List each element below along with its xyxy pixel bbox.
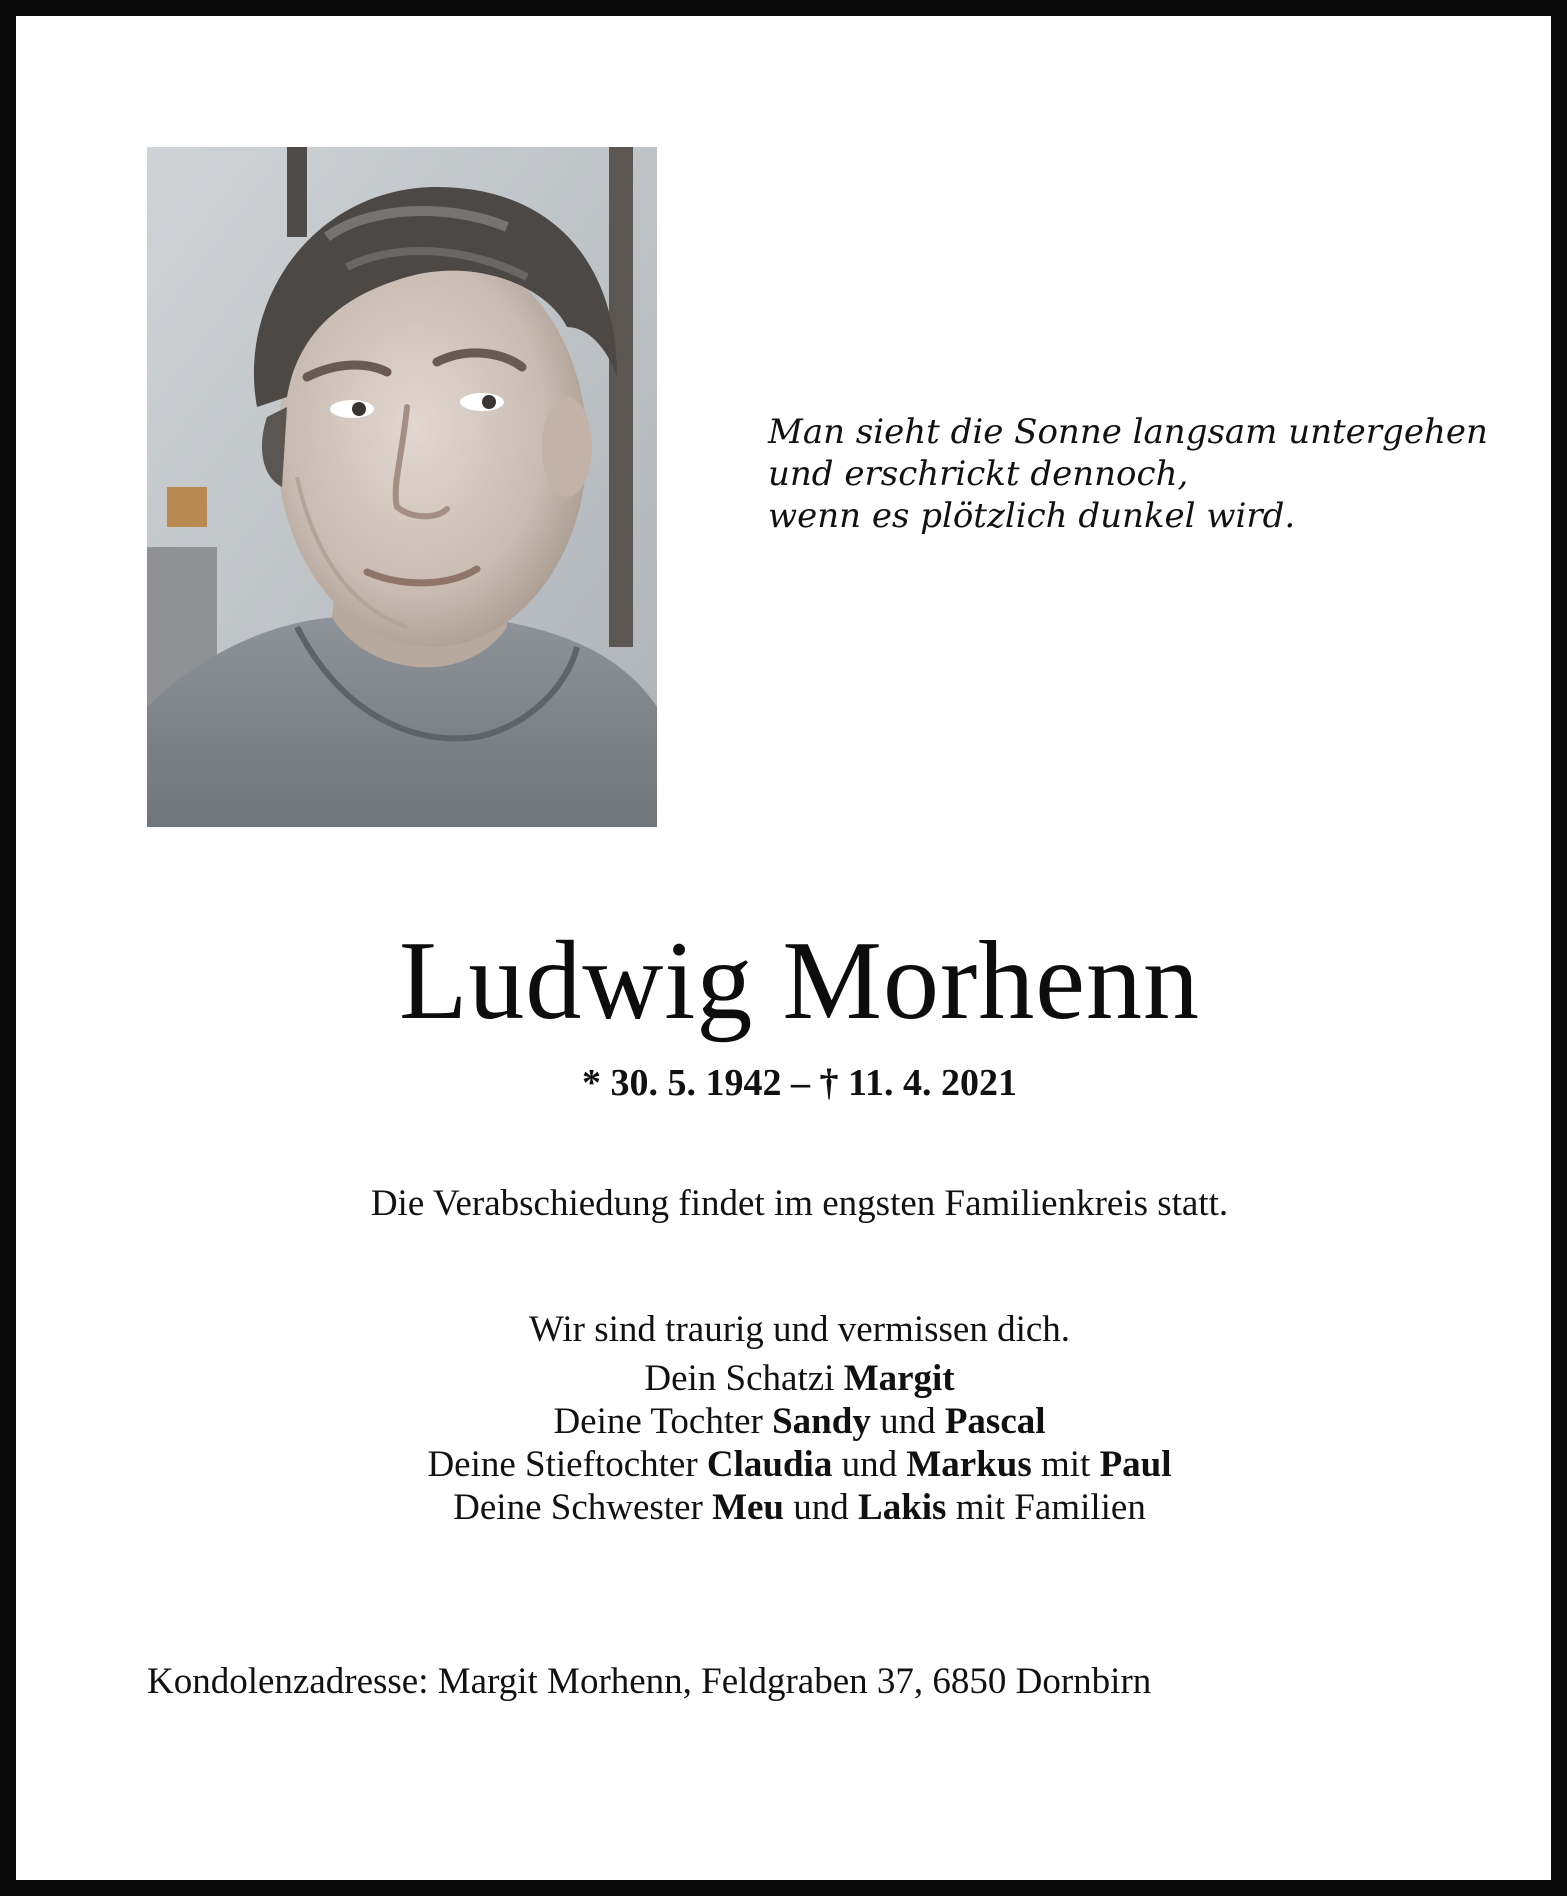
mourner-line bbox=[16, 1400, 1567, 1443]
quote-line: wenn es plötzlich dunkel wird. bbox=[768, 496, 1296, 536]
joiner-text: mit bbox=[1040, 1444, 1091, 1485]
joiner-text: und bbox=[841, 1444, 898, 1485]
mourner-name: Markus bbox=[906, 1444, 1032, 1485]
condolence-address: Kondolenzadresse: Margit Morhenn, Feldgraben 37, 6850 Dornbirn bbox=[147, 1661, 1152, 1702]
mourner-name: Pascal bbox=[944, 1401, 1046, 1442]
joiner-text: und bbox=[793, 1487, 849, 1528]
mourner-name: Sandy bbox=[772, 1401, 871, 1442]
mourner-name: Paul bbox=[1099, 1444, 1172, 1485]
joiner-text: und bbox=[880, 1401, 936, 1442]
relation-label: Deine Schwester bbox=[453, 1487, 703, 1528]
mourner-name: Lakis bbox=[858, 1487, 947, 1528]
mourner-name: Meu bbox=[712, 1487, 785, 1528]
farewell-notice: Die Verabschiedung findet im engsten Familienkreis statt. bbox=[370, 1183, 1229, 1224]
relation-label: Deine Tochter bbox=[553, 1401, 763, 1442]
portrait-photo bbox=[147, 147, 657, 827]
mourners-block bbox=[16, 1308, 1567, 1529]
memorial-quote bbox=[768, 411, 1488, 537]
suffix-text: mit Familien bbox=[955, 1487, 1146, 1528]
quote-line: Man sieht die Sonne langsam untergehen bbox=[768, 412, 1488, 452]
deceased-name: Ludwig Morhenn bbox=[398, 919, 1200, 1043]
relation-label: Deine Stieftochter bbox=[427, 1444, 698, 1485]
mourner-line bbox=[16, 1357, 1567, 1400]
mourner-name: Claudia bbox=[706, 1444, 833, 1485]
mourner-name: Margit bbox=[843, 1358, 955, 1399]
mourners-intro: Wir sind traurig und vermissen dich. bbox=[528, 1309, 1071, 1350]
quote-line: und erschrickt dennoch, bbox=[768, 454, 1189, 494]
mourner-line bbox=[16, 1443, 1567, 1486]
life-dates: * 30. 5. 1942 – † 11. 4. 2021 bbox=[582, 1062, 1017, 1104]
relation-label: Dein Schatzi bbox=[644, 1358, 835, 1399]
portrait-image bbox=[147, 147, 657, 827]
mourner-line bbox=[16, 1486, 1567, 1529]
